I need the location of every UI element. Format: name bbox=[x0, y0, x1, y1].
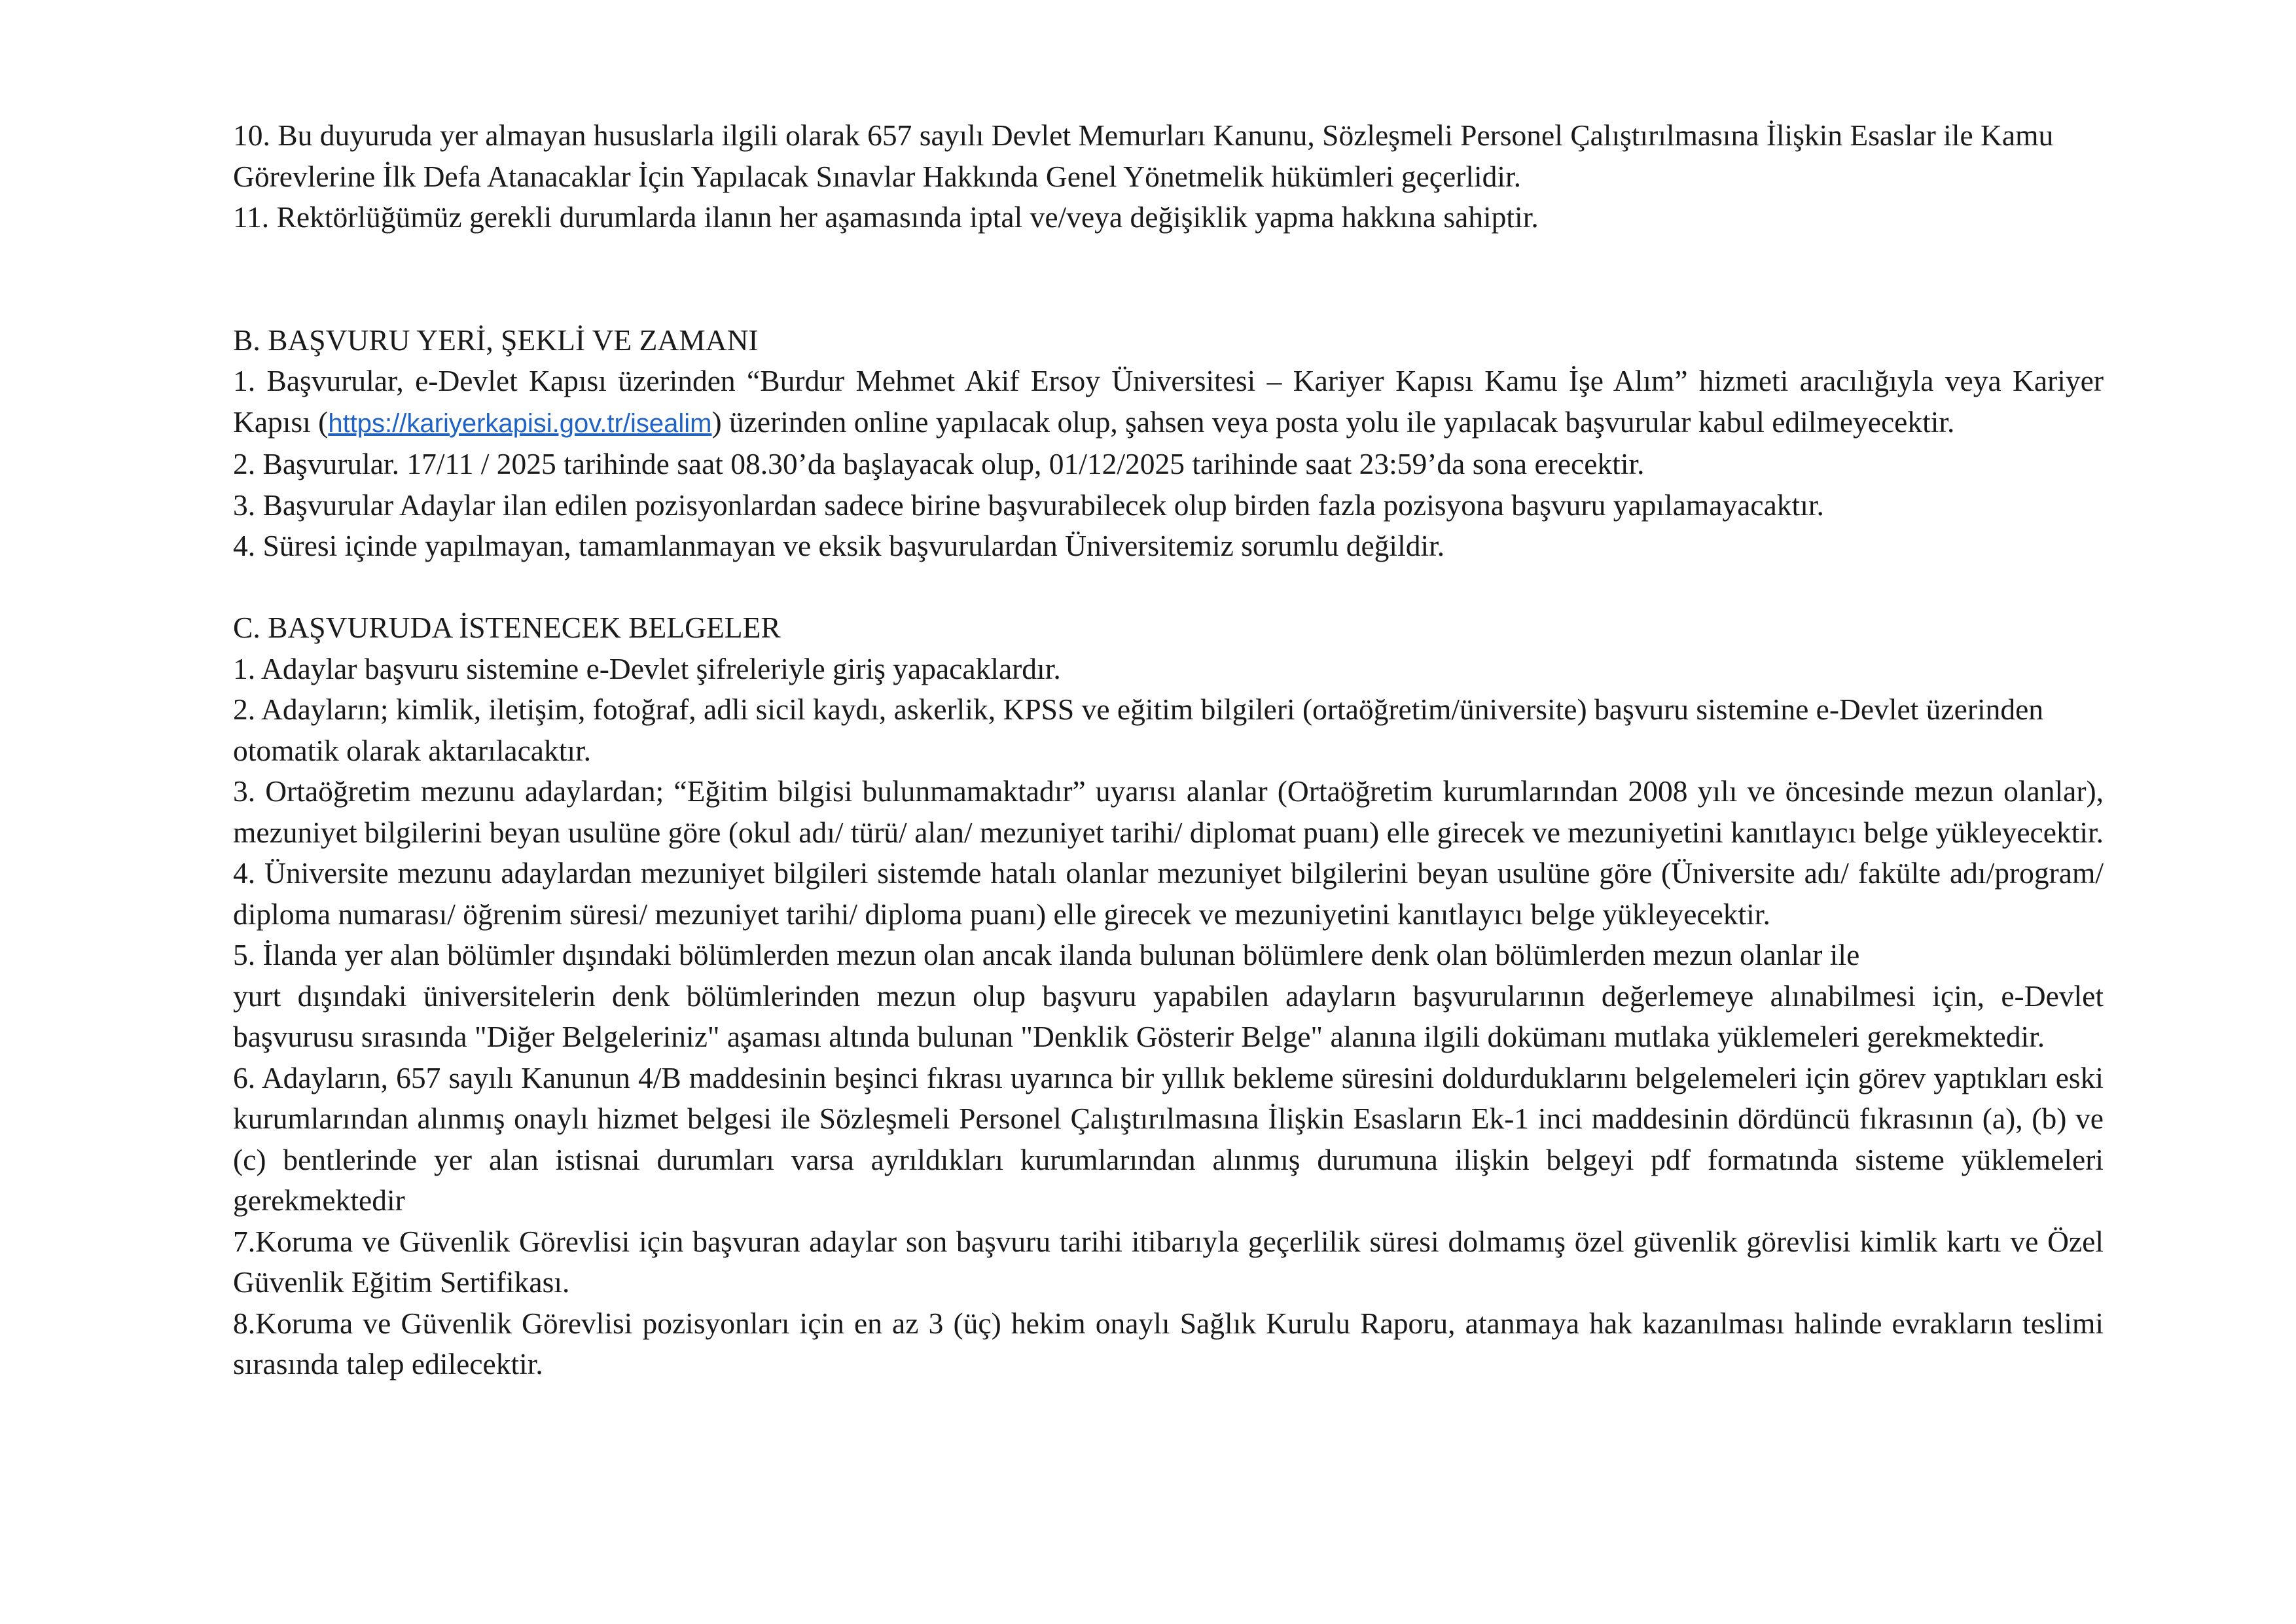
paragraph-c-6: 6. Adayların, 657 sayılı Kanunun 4/B maddesinin beşinci fıkrası uyarınca bir yıllık bekleme süresini doldurduklarını belgelemeleri için görev yaptıkları eski kurumlarından alınmış onaylı hizmet belgesi ile Sözleşmeli Personel Çalıştırılmasına İlişkin Esasların Ek-1 inci maddesinin dördüncü fıkrasının (a), (b) ve (c) bentlerinde yer alan istisnai durumları varsa ayrıldıkları kurumlarından alınmış durumuna ilişkin belgeyi pdf formatında sisteme yüklemeleri gerekmektedir bbox=[233, 1060, 2104, 1217]
paragraph-b-1-text-before: 1. Başvurular, e-Devlet Kapısı üzerinden “Burdur Mehmet Akif Ersoy Üniversitesi – Kariyer Kapısı Kamu İşe Alım” hizmeti aracılığıyla veya Kariyer Kapısı ( bbox=[233, 364, 2104, 439]
spacer bbox=[233, 567, 2104, 608]
kariyer-kapisi-link[interactable]: https://kariyerkapisi.gov.tr/isealim bbox=[328, 408, 712, 438]
paragraph-c-8: 8.Koruma ve Güvenlik Görevlisi pozisyonları için en az 3 (üç) hekim onaylı Sağlık Kurulu Raporu, atanmaya hak kazanılması halinde evrakların teslimi sırasında talep edilecektir. bbox=[233, 1306, 2104, 1380]
section-c-heading: C. BAŞVURUDA İSTENECEK BELGELER bbox=[233, 611, 781, 644]
paragraph-c-3: 3. Ortaöğretim mezunu adaylardan; “Eğitim bilgisi bulunmamaktadır” uyarısı alanlar (Ortaöğretim kurumlarından 2008 yılı ve öncesinde mezun olanlar), mezuniyet bilgilerini beyan usulüne göre (okul adı/ türü/ alan/ mezuniyet tarihi/ diplomat puanı) elle girecek ve mezuniyetini kanıtlayıcı belge yükleyecektir. bbox=[233, 774, 2104, 849]
paragraph-b-1-text-after: ) üzerinden online yapılacak olup, şahsen veya posta yolu ile yapılacak başvurular kabul edilmeyecektir. bbox=[711, 405, 1955, 439]
paragraph-c-2: 2. Adayların; kimlik, iletişim, fotoğraf, adli sicil kaydı, askerlik, KPSS ve eğitim bilgileri (ortaöğretim/üniversite) başvuru sistemine e-Devlet üzerinden otomatik olarak aktarılacaktır. bbox=[233, 693, 2044, 767]
paragraph-a-11: 11. Rektörlüğümüz gerekli durumlarda ilanın her aşamasında iptal ve/veya değişiklik yapma hakkına sahiptir. bbox=[233, 200, 1539, 234]
paragraph-c-1: 1. Adaylar başvuru sistemine e-Devlet şifreleriyle giriş yapacaklardır. bbox=[233, 651, 1061, 685]
paragraph-b-3: 3. Başvurular Adaylar ilan edilen pozisyonlardan sadece birine başvurabilecek olup birden fazla pozisyona başvuru yapılamayacaktır. bbox=[233, 488, 1824, 522]
paragraph-c-7: 7.Koruma ve Güvenlik Görevlisi için başvuran adaylar son başvuru tarihi itibarıyla geçerlilik süresi dolmamış özel güvenlik görevlisi kimlik kartı ve Özel Güvenlik Eğitim Sertifikası. bbox=[233, 1224, 2104, 1299]
paragraph-c-5: yurt dışındaki üniversitelerin denk bölümlerinden mezun olup başvuru yapabilen adayların başvurularının değerlemeye alınabilmesi için, e-Devlet başvurusu sırasında "Diğer Belgeleriniz" aşaması altında bulunan "Denklik Gösterir Belge" alanına ilgili dokümanı mutlaka yüklemeleri gerekmektedir. bbox=[233, 979, 2104, 1053]
paragraph-b-1 bbox=[233, 361, 2104, 444]
paragraph-b-4: 4. Süresi içinde yapılmayan, tamamlanmayan ve eksik başvurulardan Üniversitemiz sorumlu değildir. bbox=[233, 529, 1445, 562]
paragraph-a-10: 10. Bu duyuruda yer almayan hususlarla ilgili olarak 657 sayılı Devlet Memurları Kanunu, Sözleşmeli Personel Çalıştırılmasına İlişkin Esaslar ile Kamu Görevlerine İlk Defa Atanacaklar İçin Yapılacak Sınavlar Hakkında Genel Yönetmelik hükümleri geçerlidir. bbox=[233, 118, 2054, 193]
paragraph-c-4: 4. Üniversite mezunu adaylardan mezuniyet bilgileri sistemde hatalı olanlar mezuniyet bilgilerini beyan usulüne göre (Üniversite adı/ fakülte adı/program/ diploma numarası/ öğrenim süresi/ mezuniyet tarihi/ diploma puanı) elle girecek ve mezuniyetini kanıtlayıcı belge yükleyecektir. bbox=[233, 856, 2104, 931]
document-page bbox=[233, 115, 2104, 1385]
section-b-heading: B. BAŞVURU YERİ, ŞEKLİ VE ZAMANI bbox=[233, 323, 759, 357]
spacer bbox=[233, 238, 2104, 320]
paragraph-c-5-line1: 5. İlanda yer alan bölümler dışındaki bölümlerden mezun olan ancak ilanda bulunan bölümlere denk olan bölümlerden mezun olanlar ile bbox=[233, 938, 1860, 971]
paragraph-b-2: 2. Başvurular. 17/11 / 2025 tarihinde saat 08.30’da başlayacak olup, 01/12/2025 tarihinde saat 23:59’da sona erecektir. bbox=[233, 447, 1645, 480]
